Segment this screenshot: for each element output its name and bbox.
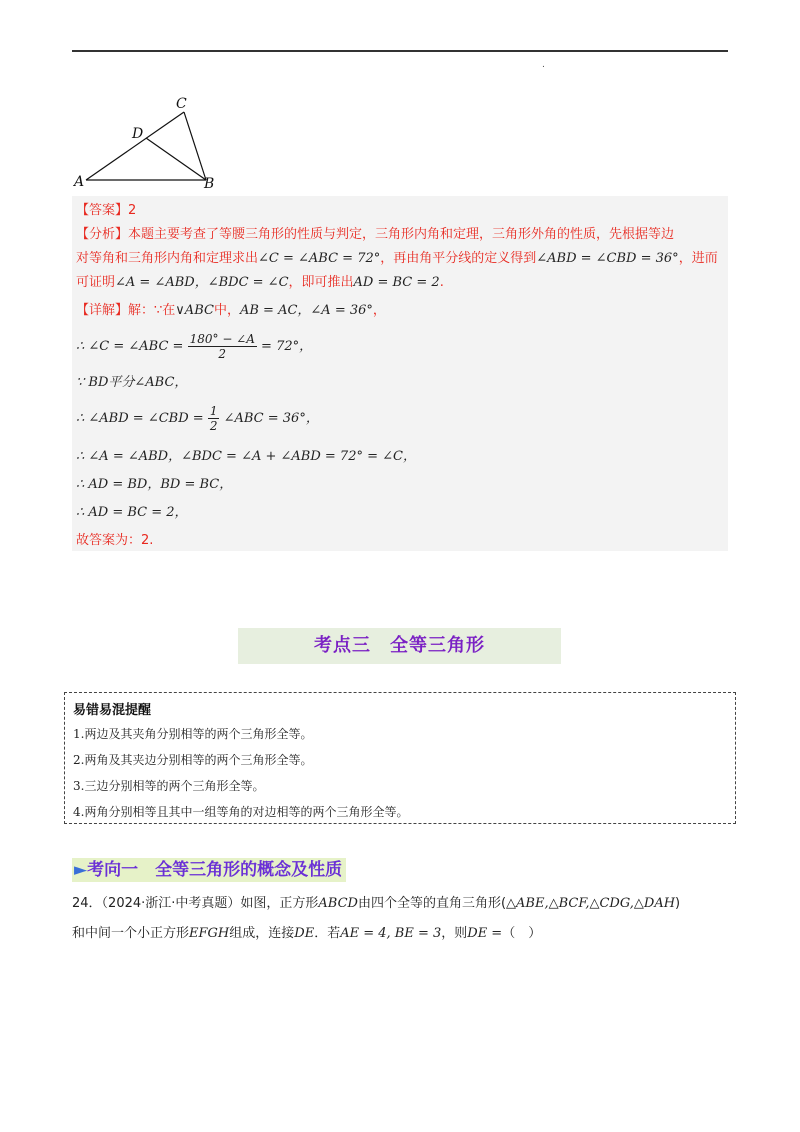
question-text-2c: ．若 [314,926,341,941]
step-2: ∵ BD平分∠ABC， [76,375,188,390]
final-value: 2 [141,533,150,548]
detail-line [76,302,386,320]
final-pre: 故答案为： [76,533,142,548]
detail-intro-b: 中， [213,303,240,318]
question-text-1a: 24．（2024·浙江·中考真题）如图，正方形 [72,896,319,911]
question-math-2d: DE = [467,926,503,941]
analysis-math-3b: AD = BC = 2 [353,275,440,290]
question-text-2d: ，则 [441,926,468,941]
question-line-2 [72,922,541,941]
step-1-pre: ∴ ∠C = ∠ABC = [76,339,184,354]
header-rule [72,50,728,52]
analysis-math-3a: ∠A = ∠ABD，∠BDC = ∠C [115,275,289,290]
side-ac [86,112,184,180]
step-5: ∴ AD = BD，BD = BC， [76,477,233,492]
step-3-numerator: 1 [209,404,218,418]
answer-line [76,202,136,220]
step-1-denominator: 2 [218,347,227,361]
analysis-text-3b: ，即可推出 [288,275,354,290]
subheading [72,858,346,882]
step-1-fraction [188,332,257,361]
step-3-denominator: 2 [209,419,218,433]
label-b: B [204,176,215,192]
analysis-line-3 [76,274,444,292]
analysis-text-3a: 可证明 [76,275,116,290]
question-line-1 [72,892,680,911]
triangle-figure [66,92,226,197]
side-bc [184,112,206,180]
question-text-1b: 由四个全等的直角三角形( [357,896,507,911]
analysis-text-3c: . [439,275,444,290]
analysis-math-2a: ∠C = ∠ABC = 72° [258,251,381,266]
question-text-1c: ) [675,896,681,911]
detail-given: AB = AC，∠A = 36° [239,303,373,318]
question-math-1b: △ABE,△BCF,△CDG,△DAH [506,896,676,911]
question-math-1a: ABCD [318,896,358,911]
answer-value: 2 [128,203,137,218]
final-answer [76,532,153,550]
detail-triangle: ∨ABC [175,303,214,318]
step-3-fraction [208,404,220,433]
analysis-text-2c: ，进而 [678,251,718,266]
subheading-title: 考向一 全等三角形的概念及性质 [87,860,343,880]
analysis-line-1 [76,226,674,244]
tip-item-1: 1.两边及其夹角分别相等的两个三角形全等。 [73,727,313,741]
step-1 [76,332,312,361]
label-c: C [176,96,187,112]
step-4: ∴ ∠A = ∠ABD，∠BDC = ∠A + ∠ABD = 72° = ∠C， [76,449,416,464]
step-1-numerator: 180° − ∠A [189,332,255,346]
analysis-text-1: 本题主要考查了等腰三角形的性质与判定，三角形内角和定理，三角形外角的性质，先根据等边 [128,227,675,242]
step-3-post: ∠ABC = 36°， [223,411,319,426]
solution-panel [72,196,728,551]
final-post: . [149,533,154,548]
question-text-2b: 组成，连接 [229,926,295,941]
question-math-2a: EFGH [189,926,230,941]
segment-bd [146,138,206,180]
question-text-2a: 和中间一个小正方形 [72,926,190,941]
tip-item-3: 3.三边分别相等的两个三角形全等。 [73,779,265,793]
label-d: D [132,126,144,142]
analysis-math-2b: ∠ABD = ∠CBD = 36° [536,251,679,266]
section-title: 考点三 全等三角形 [238,628,561,664]
step-3-pre: ∴ ∠ABD = ∠CBD = [76,411,204,426]
tip-item-2: 2.两角及其夹边分别相等的两个三角形全等。 [73,753,313,767]
step-3 [76,404,319,433]
analysis-text-2a: 对等角和三角形内角和定理求出 [76,251,259,266]
question-math-2c: AE = 4, BE = 3 [340,926,442,941]
triangle-marker-icon: ► [74,860,88,880]
step-1-post: = 72°， [261,339,313,354]
header-dot: . [542,60,545,70]
analysis-line-2 [76,250,718,268]
tip-item-4: 4.两角分别相等且其中一组等角的对边相等的两个三角形全等。 [73,805,409,819]
answer-tag: 【答案】 [76,203,129,218]
tips-title: 易错易混提醒 [73,703,152,718]
question-answer-blank: （ ） [502,926,542,941]
question-math-2b: DE [294,926,315,941]
detail-intro-end: ， [372,303,386,318]
tips-box [64,692,736,824]
label-a: A [74,174,85,190]
detail-tag: 【详解】 [76,303,129,318]
analysis-tag: 【分析】 [76,227,129,242]
step-6: ∴ AD = BC = 2， [76,505,188,520]
detail-intro: 解：∵在 [128,303,176,318]
analysis-text-2b: ，再由角平分线的定义得到 [380,251,537,266]
